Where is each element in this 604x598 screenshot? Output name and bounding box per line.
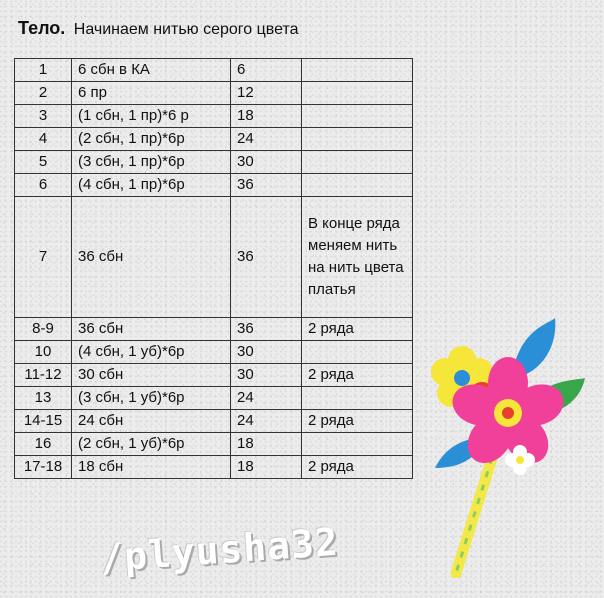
row-note: В конце ряда меняем нить на нить цвета платья: [302, 197, 413, 318]
stitch-total: 12: [231, 82, 302, 105]
row-note: [302, 387, 413, 410]
flower-bouquet-icon: [420, 318, 590, 578]
row-number: 16: [15, 433, 72, 456]
table-row: [15, 59, 413, 82]
row-number: 7: [15, 197, 72, 318]
row-number: 14-15: [15, 410, 72, 433]
row-note: 2 ряда: [302, 318, 413, 341]
row-instruction: (3 сбн, 1 пр)*6р: [72, 151, 231, 174]
row-instruction: (1 сбн, 1 пр)*6 р: [72, 105, 231, 128]
row-note: [302, 59, 413, 82]
table-row: [15, 174, 413, 197]
table-row: [15, 410, 413, 433]
stitch-total: 18: [231, 456, 302, 479]
table-row: [15, 82, 413, 105]
stitch-total: 36: [231, 197, 302, 318]
row-instruction: 36 сбн: [72, 318, 231, 341]
row-note: 2 ряда: [302, 456, 413, 479]
row-note: [302, 341, 413, 364]
table-row: [15, 433, 413, 456]
table-row: [15, 105, 413, 128]
row-note: [302, 128, 413, 151]
row-note: [302, 174, 413, 197]
row-number: 1: [15, 59, 72, 82]
table-row: [15, 456, 413, 479]
row-number: 17-18: [15, 456, 72, 479]
stitch-total: 24: [231, 387, 302, 410]
row-instruction: 30 сбн: [72, 364, 231, 387]
table-row: [15, 387, 413, 410]
watermark-text: /plyusha32: [98, 519, 341, 581]
stitch-total: 36: [231, 318, 302, 341]
row-note: [302, 151, 413, 174]
row-instruction: (2 сбн, 1 уб)*6р: [72, 433, 231, 456]
heading-title: Тело.: [18, 18, 66, 38]
row-instruction: (4 сбн, 1 пр)*6р: [72, 174, 231, 197]
stitch-total: 30: [231, 151, 302, 174]
table-row: [15, 364, 413, 387]
row-instruction: 6 сбн в КА: [72, 59, 231, 82]
stitch-total: 30: [231, 341, 302, 364]
row-instruction: 6 пр: [72, 82, 231, 105]
row-number: 4: [15, 128, 72, 151]
row-instruction: (2 сбн, 1 пр)*6р: [72, 128, 231, 151]
row-number: 10: [15, 341, 72, 364]
stitch-total: 24: [231, 128, 302, 151]
stitch-total: 30: [231, 364, 302, 387]
row-instruction: 18 сбн: [72, 456, 231, 479]
table-row: [15, 128, 413, 151]
stitch-total: 18: [231, 433, 302, 456]
stem-stripe: [456, 458, 492, 573]
row-number: 8-9: [15, 318, 72, 341]
stitch-total: 36: [231, 174, 302, 197]
stitch-total: 18: [231, 105, 302, 128]
page-heading: [18, 18, 299, 39]
row-number: 13: [15, 387, 72, 410]
table-row: [15, 197, 413, 318]
row-instruction: (3 сбн, 1 уб)*6р: [72, 387, 231, 410]
stitch-total: 6: [231, 59, 302, 82]
crochet-pattern-table: [14, 58, 413, 479]
row-number: 11-12: [15, 364, 72, 387]
row-note: [302, 105, 413, 128]
row-number: 2: [15, 82, 72, 105]
row-note: [302, 82, 413, 105]
row-instruction: 36 сбн: [72, 197, 231, 318]
table-row: [15, 318, 413, 341]
row-note: [302, 433, 413, 456]
stitch-total: 24: [231, 410, 302, 433]
row-number: 6: [15, 174, 72, 197]
row-instruction: (4 сбн, 1 уб)*6р: [72, 341, 231, 364]
row-note: 2 ряда: [302, 410, 413, 433]
row-instruction: 24 сбн: [72, 410, 231, 433]
table-row: [15, 151, 413, 174]
table-row: [15, 341, 413, 364]
row-number: 5: [15, 151, 72, 174]
heading-subtitle: Начинаем нитью серого цвета: [73, 21, 299, 38]
row-number: 3: [15, 105, 72, 128]
row-note: 2 ряда: [302, 364, 413, 387]
